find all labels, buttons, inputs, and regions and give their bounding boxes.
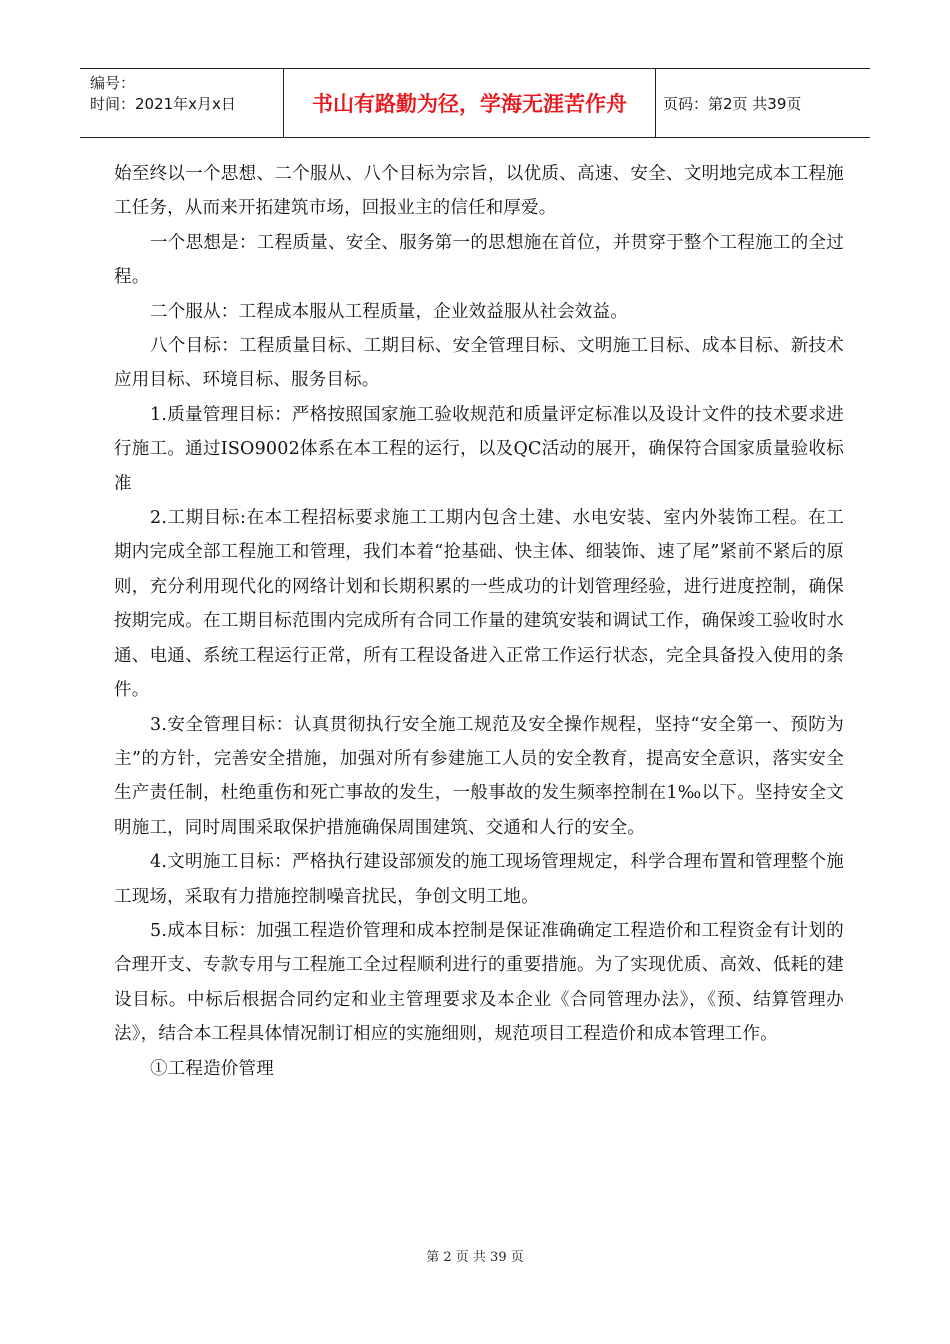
- page-header: [80, 68, 870, 138]
- paragraph: 始至终以一个思想、二个服从、八个目标为宗旨，以优质、高速、安全、文明地完成本工程施工任务，从而来开拓建筑市场，回报业主的信任和厚爱。: [114, 164, 844, 219]
- paragraph: 3.安全管理目标：认真贯彻执行安全施工规范及安全操作规程，坚持“安全第一、预防为主”的方针，完善安全措施，加强对所有参建施工人员的安全教育，提高安全意识，落实安全生产责任制，杜绝重伤和死亡事故的发生，一般事故的发生频率控制在1‰以下。坚持安全文明施工，同时周围采取保护措施确保周围建筑、交通和人行的安全。: [114, 714, 844, 838]
- header-info-cell: [80, 69, 283, 137]
- header-motto-cell: [283, 69, 656, 137]
- motto-text: 书山有路勤为径，学海无涯苦作舟: [312, 92, 627, 116]
- time-label: 时间：2021年x月x日: [90, 95, 236, 113]
- paragraph: ①工程造价管理: [150, 1058, 274, 1079]
- paragraph: 2.工期目标:在本工程招标要求施工工期内包含土建、水电安装、室内外装饰工程。在工期内完成全部工程施工和管理，我们本着“抢基础、快主体、细装饰、速了尾”紧前不紧后的原则，充分利用现代化的网络计划和长期积累的一些成功的计划管理经验，进行进度控制，确保按期完成。在工期目标范围内完成所有合同工作量的建筑安装和调试工作，确保竣工验收时水通、电通、系统工程运行正常，所有工程设备进入正常工作运行状态，完全具备投入使用的条件。: [114, 508, 844, 701]
- paragraph: 一个思想是：工程质量、安全、服务第一的思想施在首位，并贯穿于整个工程施工的全过程。: [114, 232, 844, 288]
- footer-page-number: 第 2 页 共 39 页: [426, 1250, 524, 1265]
- code-label: 编号：: [90, 74, 136, 92]
- paragraph: 八个目标：工程质量目标、工期目标、安全管理目标、文明施工目标、成本目标、新技术应用目标、环境目标、服务目标。: [114, 336, 844, 391]
- paragraph: 4.文明施工目标：严格执行建设部颁发的施工现场管理规定，科学合理布置和管理整个施工现场，采取有力措施控制噪音扰民，争创文明工地。: [114, 852, 844, 907]
- document-body: [114, 157, 844, 1086]
- paragraph: 二个服从：工程成本服从工程质量，企业效益服从社会效益。: [150, 301, 628, 322]
- paragraph: 1.质量管理目标：严格按照国家施工验收规范和质量评定标准以及设计文件的技术要求进行施工。通过ISO9002体系在本工程的运行，以及QC活动的展开，确保符合国家质量验收标准: [114, 404, 844, 494]
- header-page-cell: [656, 69, 870, 137]
- page-footer: [0, 1246, 950, 1265]
- paragraph: 5.成本目标：加强工程造价管理和成本控制是保证准确确定工程造价和工程资金有计划的合理开支、专款专用与工程施工全过程顺利进行的重要措施。为了实现优质、高效、低耗的建设目标。中标后根据合同约定和业主管理要求及本企业《合同管理办法》，《预、结算管理办法》，结合本工程具体情况制订相应的实施细则，规范项目工程造价和成本管理工作。: [114, 920, 844, 1045]
- page-info: 页码：第2页 共39页: [663, 94, 802, 113]
